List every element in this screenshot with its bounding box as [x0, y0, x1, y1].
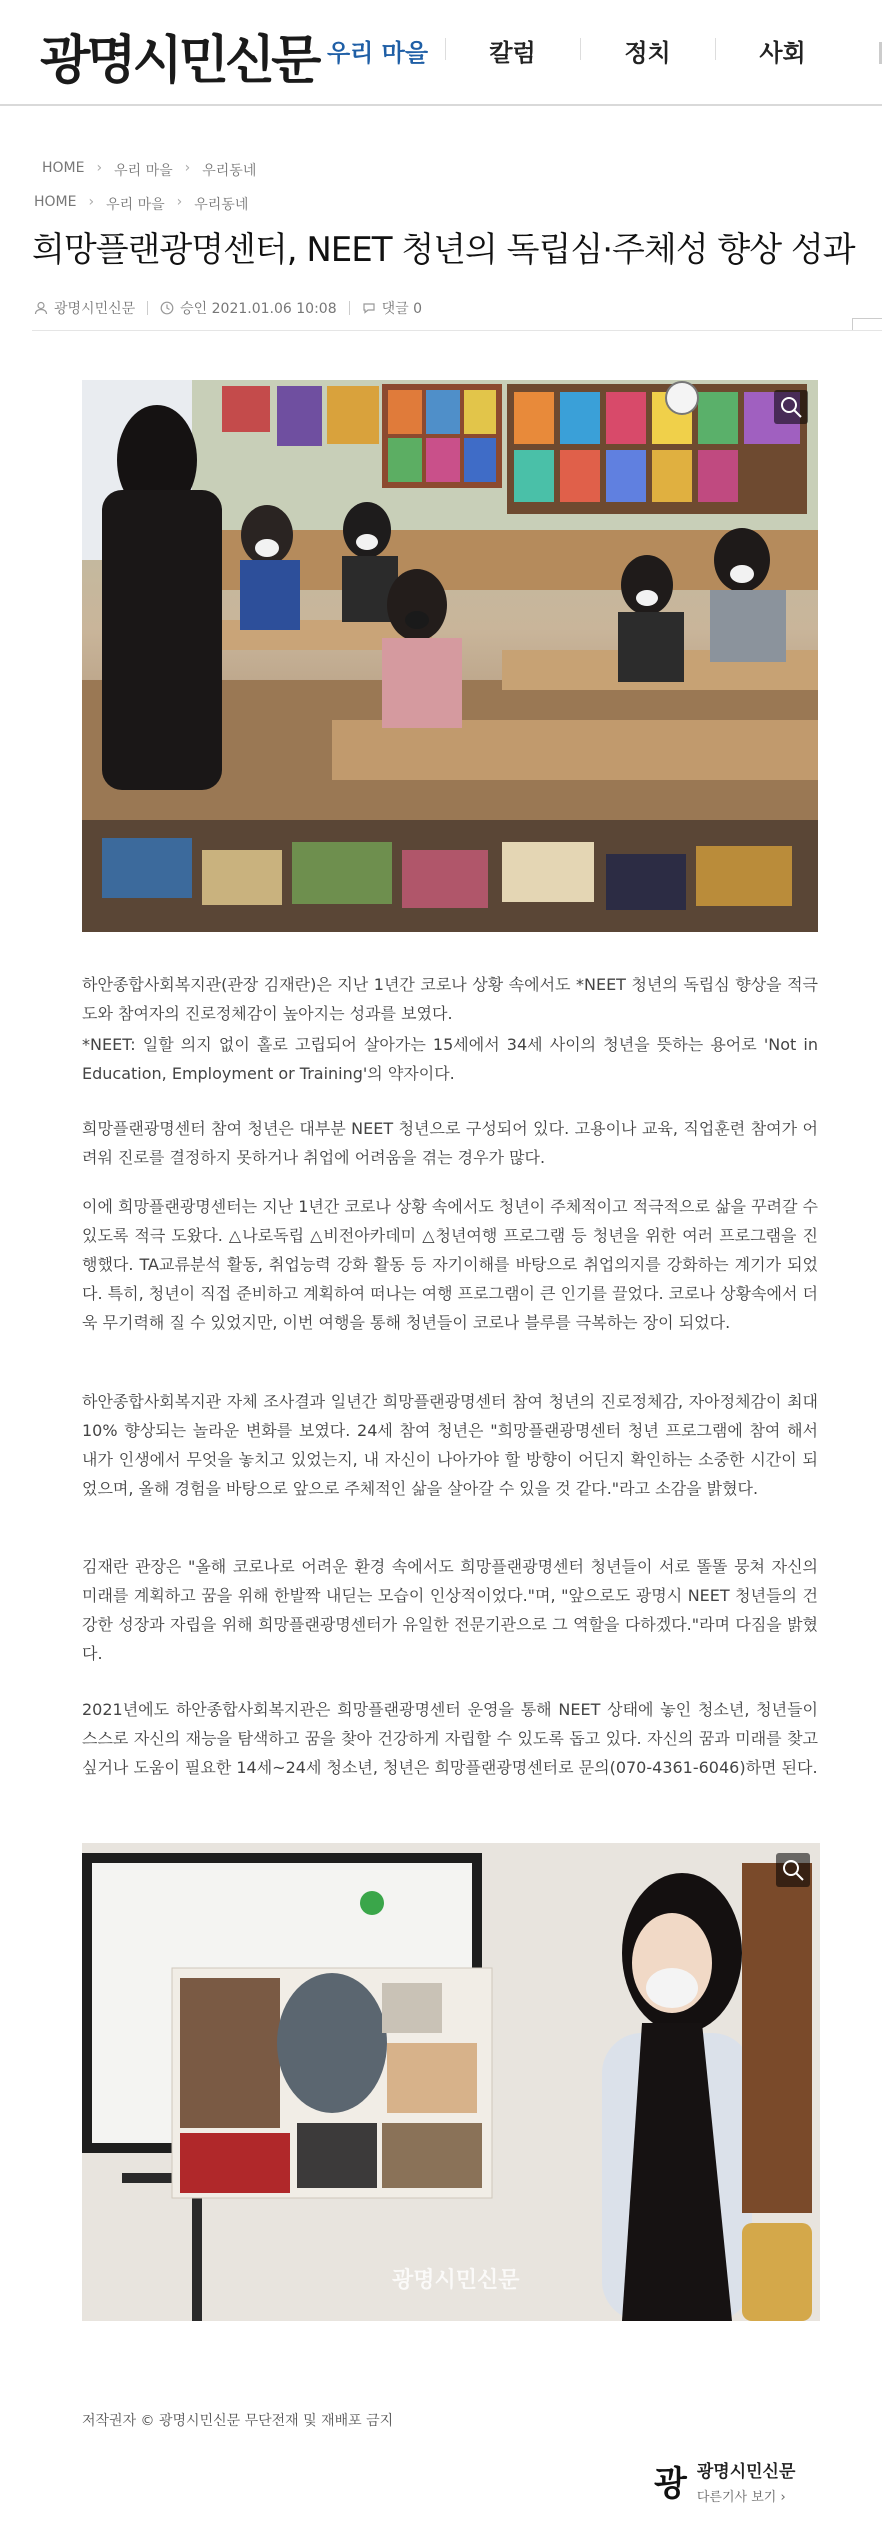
user-icon: [34, 301, 48, 315]
breadcrumb-separator: ›: [96, 160, 103, 176]
nav-item-politics[interactable]: 정치: [580, 33, 715, 68]
meta-time: [160, 298, 336, 318]
meta-comments[interactable]: [362, 298, 422, 318]
footer-brand-logo: 광: [654, 2464, 687, 2504]
breadcrumb-separator: ›: [88, 194, 95, 210]
site-header: [0, 0, 882, 106]
footer-brand-text: [697, 2457, 796, 2505]
zoom-icon: [776, 1853, 810, 1887]
classroom-scene: [82, 380, 818, 932]
article-paragraph: 이에 희망플랜광명센터는 지난 1년간 코로나 상황 속에서도 청년이 주체적이고 적극적으로 삶을 꾸려갈 수 있도록 적극 도왔다. △나로독립 △비전아카데미 △청년여행 프로그램 등 청년을 위한 여러 프로그램을 진행했다. TA교류분석 활동, 취업능력 강화 활동 등 자기이해를 바탕으로 취업의지를 강화하는 계기가 되었다. 특히, 청년이 직접 준비하고 계획하여 떠나는 여행 프로그램이 큰 인기를 끌었다. 코로나 상황속에서 더욱 무기력해 질 수 있었지만, 이번 여행을 통해 청년들이 코로나 블루를 극복하는 장이 되었다.: [82, 1197, 818, 1332]
approved-time: 승인 2021.01.06 10:08: [180, 301, 337, 317]
nav-item-column[interactable]: 칼럼: [445, 33, 580, 68]
article-photo-presentation[interactable]: [82, 1843, 820, 2321]
breadcrumb-separator: ›: [184, 160, 191, 176]
breadcrumb-top: [42, 160, 256, 180]
meta-divider: [147, 301, 148, 315]
breadcrumb-level1[interactable]: 우리 마을: [114, 163, 173, 179]
author-name[interactable]: 광명시민신문: [54, 301, 136, 317]
breadcrumb: [34, 194, 248, 214]
footer-brand-name: 광명시민신문: [696, 2461, 796, 2482]
breadcrumb-home[interactable]: HOME: [34, 194, 77, 210]
nav-item-society[interactable]: 사회: [715, 33, 850, 68]
meta-divider: [349, 301, 350, 315]
photo-watermark: 광명시민신문: [392, 2267, 520, 2293]
article-photo-classroom[interactable]: [82, 380, 818, 932]
comment-icon: [362, 301, 376, 315]
presentation-scene: [82, 1843, 820, 2321]
breadcrumb-home[interactable]: HOME: [42, 160, 85, 176]
article-paragraph: 2021년에도 하안종합사회복지관은 희망플랜광명센터 운영을 통해 NEET 상태에 놓인 청소년, 청년들이 스스로 자신의 재능을 탐색하고 꿈을 찾아 건강하게 자립할 수 있도록 돕고 있다. 자신의 꿈과 미래를 찾고 싶거나 도움이 필요한 14세~24세 청소년, 청년은 희망플랜광명센터로 문의(070-4361-6046)하면 된다.: [82, 1700, 818, 1777]
zoom-icon: [774, 390, 808, 424]
breadcrumb-level2[interactable]: 우리동네: [194, 197, 249, 213]
article-paragraph: 하안종합사회복지관 자체 조사결과 일년간 희망플랜광명센터 참여 청년의 진로정체감, 자아정체감이 최대 10% 향상되는 놀라운 변화를 보였다. 24세 참여 청년은 "희망플랜광명센터 청년 프로그램에 참여 해서 내가 인생에서 무엇을 놓치고 있었는지, 내 자신이 나아가야 할 방향이 어딘지 확인하는 소중한 시간이 되었으며, 올해 경험을 바탕으로 앞으로 주체적인 삶을 살아갈 수 있을 것 같다."라고 소감을 밝혔다.: [82, 1392, 818, 1498]
main-nav: [310, 0, 850, 100]
article-paragraph: 희망플랜광명센터 참여 청년은 대부분 NEET 청년으로 구성되어 있다. 고용이나 교육, 직업훈련 참여가 어려워 진로를 결정하지 못하거나 취업에 어려움을 겪는 경우가 많다.: [82, 1119, 818, 1167]
more-articles-link[interactable]: 다른기사 보기 ›: [696, 2489, 786, 2505]
article-title: 희망플랜광명센터, NEET 청년의 독립심·주체성 향상 성과: [32, 230, 855, 270]
comment-count[interactable]: 댓글 0: [381, 301, 423, 317]
meta-author: [34, 298, 135, 318]
article-paragraph: 김재란 관장은 "올해 코로나로 어려운 환경 속에서도 희망플랜광명센터 청년들이 서로 똘똘 뭉쳐 자신의 미래를 계획하고 꿈을 위해 한발짝 내딛는 모습이 인상적이었다."며, "앞으로도 광명시 NEET 청년들의 건강한 성장과 자립을 위해 희망플랜광명센터가 유일한 전문기관으로 그 역할을 다하겠다."라며 다짐을 밝혔다.: [82, 1557, 818, 1663]
photo-zoom-button[interactable]: [774, 390, 808, 424]
meta-divider-line: [32, 330, 882, 331]
breadcrumb-level2[interactable]: 우리동네: [202, 163, 257, 179]
breadcrumb-separator: ›: [176, 194, 183, 210]
copyright-notice: 저작권자 © 광명시민신문 무단전재 및 재배포 금지: [82, 2413, 394, 2429]
article-paragraph: 하안종합사회복지관(관장 김재란)은 지난 1년간 코로나 상황 속에서도 *NEET 청년의 독립심 향상을 적극 도와 참여자의 진로정체감이 높아지는 성과를 보였다.: [82, 975, 818, 1023]
footer-brand[interactable]: [654, 2456, 795, 2505]
site-logo[interactable]: 광명시민신문: [40, 30, 318, 91]
article-paragraph: *NEET: 일할 의지 없이 홀로 고립되어 살아가는 15세에서 34세 사이의 청년을 뜻하는 용어로 'Not in Education, Employment or Training'의 약자이다.: [82, 1035, 818, 1083]
clock-icon: [160, 301, 174, 315]
breadcrumb-level1[interactable]: 우리 마을: [106, 197, 165, 213]
article-meta: [34, 298, 422, 318]
meta-corner-mark: [852, 318, 882, 330]
nav-item-village[interactable]: 우리 마을: [326, 38, 429, 67]
photo-zoom-button[interactable]: [776, 1853, 810, 1887]
